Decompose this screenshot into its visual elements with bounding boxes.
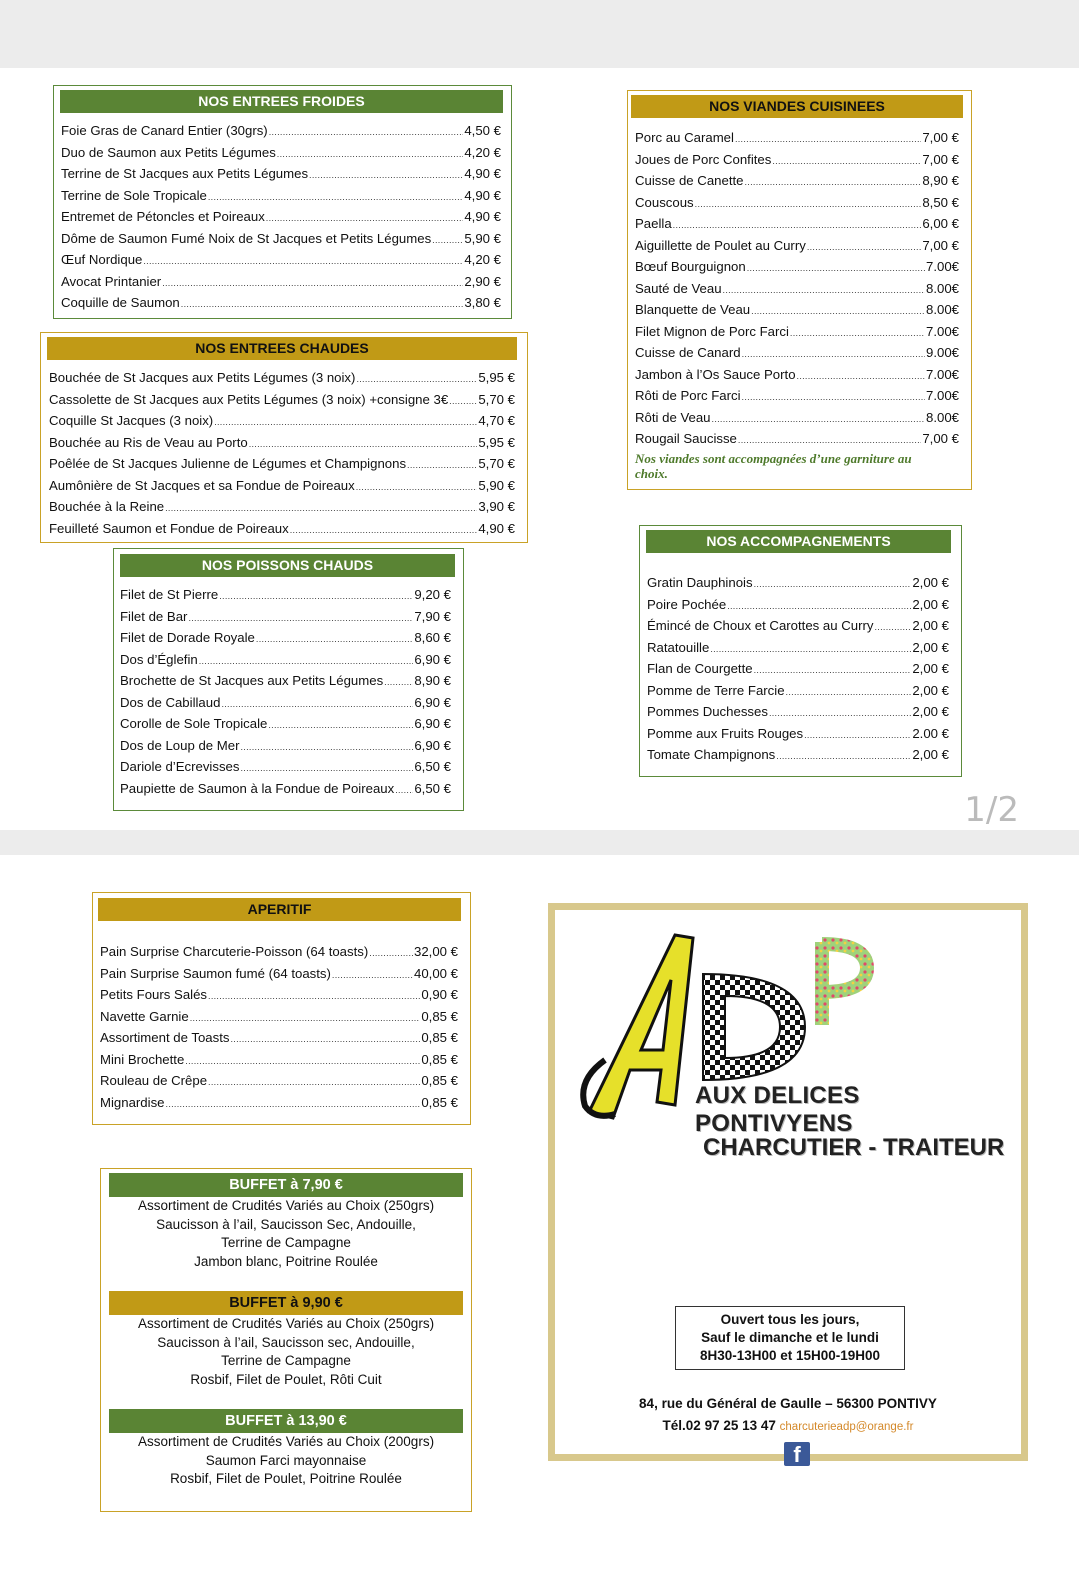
buffet-1-line: Terrine de Campagne	[221, 1235, 351, 1250]
dot-leader	[395, 781, 413, 796]
menu-item	[635, 302, 959, 324]
menu-item	[61, 209, 501, 231]
menu-item-price: 2,90 €	[464, 273, 501, 289]
dot-leader	[710, 640, 911, 655]
menu-item	[49, 392, 515, 414]
menu-item-price: 4,90 €	[464, 187, 501, 203]
menu-item-price: 2,00 €	[912, 661, 949, 676]
dot-leader	[266, 209, 464, 224]
menu-item	[120, 652, 451, 674]
menu-item	[635, 152, 959, 174]
buffet-1-line: Assortiment de Crudités Variés au Choix (250grs)	[137, 1198, 435, 1213]
menu-item-price: 2.00 €	[912, 725, 949, 741]
menu-page-2	[0, 855, 1079, 1587]
shop-subtitle: CHARCUTIER - TRAITEUR	[703, 1134, 1005, 1161]
menu-item	[61, 274, 501, 296]
menu-item	[49, 499, 515, 521]
menu-item	[100, 1073, 458, 1095]
menu-item-name: Mini Brochette	[100, 1051, 185, 1067]
menu-item-name: Œuf Nordique	[61, 252, 143, 267]
menu-item	[49, 521, 515, 543]
hours-line: Sauf le dimanche et le lundi	[701, 1330, 879, 1345]
dot-leader	[754, 575, 912, 590]
dot-leader	[875, 618, 912, 633]
poissons-chauds-list	[120, 587, 451, 802]
viandes-list	[635, 130, 959, 453]
menu-item-price: 7,00 €	[922, 151, 959, 167]
menu-item-price: 0,85 €	[421, 1094, 458, 1110]
buffets-section	[100, 1168, 472, 1512]
menu-item-name: Dos de Loup de Mer	[120, 737, 240, 753]
facebook-icon[interactable]: f	[784, 1442, 810, 1466]
menu-item-name: Petits Fours Salés	[100, 987, 208, 1002]
menu-item-price: 6,90 €	[414, 651, 451, 667]
menu-item-name: Paella	[635, 216, 672, 231]
entrees-froides-section	[53, 85, 512, 319]
menu-item-name: Cassolette de St Jacques aux Petits Légumes (3 noix) +consigne 3€	[49, 391, 449, 407]
dot-leader	[249, 435, 478, 450]
dot-leader	[208, 987, 420, 1002]
entrees-chaudes-section	[40, 332, 528, 543]
dot-leader	[256, 630, 413, 645]
menu-item	[120, 587, 451, 609]
entrees-chaudes-title: NOS ENTREES CHAUDES	[47, 337, 517, 360]
menu-item-name: Dariole d’Ecrevisses	[120, 759, 240, 774]
menu-item	[635, 173, 959, 195]
buffet-3-line: Rosbif, Filet de Poulet, Poitrine Roulée	[170, 1471, 402, 1486]
dot-leader	[790, 324, 925, 339]
menu-item-price: 4,70 €	[478, 413, 515, 428]
menu-item-name: Mignardise	[100, 1094, 165, 1110]
menu-item-name: Assortiment de Toasts	[100, 1030, 230, 1045]
dot-leader	[219, 587, 413, 602]
menu-item	[100, 944, 458, 966]
dot-leader	[143, 252, 463, 267]
dot-leader	[807, 238, 922, 253]
menu-item	[635, 367, 959, 389]
menu-item	[49, 370, 515, 392]
menu-item-name: Dos d’Églefin	[120, 651, 198, 667]
dot-leader	[747, 259, 925, 274]
dot-leader	[277, 145, 464, 160]
buffet-1-line: Saucisson à l’ail, Saucisson Sec, Andouille,	[156, 1216, 416, 1232]
menu-item-price: 7,00 €	[922, 237, 959, 253]
menu-item	[635, 259, 959, 281]
dot-leader	[723, 281, 925, 296]
menu-item-name: Ratatouille	[647, 639, 710, 655]
menu-item-price: 6,90 €	[414, 694, 451, 710]
menu-item	[49, 413, 515, 435]
menu-item-name: Tomate Champignons	[647, 747, 776, 762]
menu-item-name: Bœuf Bourguignon	[635, 259, 746, 274]
dot-leader	[754, 661, 912, 676]
menu-item	[635, 410, 959, 432]
menu-item	[100, 1009, 458, 1031]
menu-item	[647, 575, 949, 597]
menu-item-name: Émincé de Choux et Carottes au Curry	[647, 618, 874, 633]
menu-item-name: Dôme de Saumon Fumé Noix de St Jacques et Petits Légumes	[61, 230, 432, 246]
menu-item-name: Foie Gras de Canard Entier (30grs)	[61, 123, 268, 138]
menu-item-price: 8,50 €	[922, 194, 959, 210]
dot-leader	[738, 431, 921, 446]
menu-item-name: Avocat Printanier	[61, 273, 162, 289]
menu-item-name: Navette Garnie	[100, 1008, 189, 1024]
menu-item-name: Terrine de St Jacques aux Petits Légumes	[61, 166, 309, 181]
shop-contact	[555, 1418, 1021, 1433]
poissons-chauds-title: NOS POISSONS CHAUDS	[120, 554, 455, 577]
dot-leader	[199, 652, 414, 667]
menu-item-name: Couscous	[635, 194, 694, 210]
menu-item-name: Rôti de Veau	[635, 409, 711, 425]
menu-item-name: Duo de Saumon aux Petits Légumes	[61, 144, 276, 160]
menu-item-price: 8,90 €	[922, 173, 959, 188]
menu-item-name: Pommes Duchesses	[647, 704, 768, 719]
menu-item-name: Rôti de Porc Farci	[635, 388, 741, 403]
dot-leader	[449, 392, 477, 407]
menu-item-name: Poêlée de St Jacques Julienne de Légumes et Champignons	[49, 456, 407, 471]
menu-page-1	[0, 68, 1079, 830]
menu-item-price: 2,00 €	[912, 618, 949, 633]
menu-item-name: Bouchée à la Reine	[49, 499, 165, 514]
hours-line: 8H30-13H00 et 15H00-19H00	[699, 1348, 881, 1363]
menu-item	[635, 388, 959, 410]
dot-leader	[804, 726, 911, 741]
dot-leader	[369, 944, 413, 959]
menu-item-name: Brochette de St Jacques aux Petits Légumes	[120, 673, 384, 688]
menu-item-price: 5,90 €	[478, 477, 515, 493]
menu-item-price: 40,00 €	[414, 965, 458, 981]
menu-item-price: 0,90 €	[421, 987, 458, 1002]
menu-item-price: 8,60 €	[414, 630, 451, 645]
menu-item-price: 3,90 €	[478, 499, 515, 514]
menu-item	[647, 704, 949, 726]
menu-item-name: Coquille St Jacques (3 noix)	[49, 413, 214, 428]
buffet-2-line: Terrine de Campagne	[221, 1353, 351, 1368]
menu-item-name: Filet Mignon de Porc Farci	[635, 323, 789, 339]
menu-item-price: 4,90 €	[464, 209, 501, 224]
dot-leader	[356, 370, 477, 385]
shop-email[interactable]: charcuterieadp@orange.fr	[779, 1421, 914, 1433]
dot-leader	[309, 166, 463, 181]
menu-item-name: Poire Pochée	[647, 596, 727, 612]
menu-item	[647, 661, 949, 683]
entrees-froides-list	[61, 123, 501, 317]
menu-item-price: 4,90 €	[478, 520, 515, 536]
menu-item-name: Joues de Porc Confites	[635, 151, 772, 167]
buffet-2-line: Saucisson à l’ail, Saucisson sec, Andouille,	[157, 1334, 415, 1350]
menu-item	[635, 238, 959, 260]
accompagnements-section	[639, 525, 962, 777]
hours-line: Ouvert tous les jours,	[720, 1312, 860, 1327]
menu-item	[647, 747, 949, 769]
menu-item	[635, 431, 959, 453]
menu-item	[120, 695, 451, 717]
menu-item-name: Jambon à l’Os Sauce Porto	[635, 366, 796, 382]
menu-item-price: 4,90 €	[464, 166, 501, 181]
dot-leader	[742, 388, 925, 403]
dot-leader	[221, 695, 413, 710]
menu-item	[61, 252, 501, 274]
menu-item-price: 5,70 €	[478, 456, 515, 471]
menu-item	[61, 166, 501, 188]
page-number: 1/2	[964, 790, 1019, 830]
menu-item-name: Bouchée au Ris de Veau au Porto	[49, 434, 248, 450]
menu-item-price: 8.00€	[925, 302, 959, 317]
dot-leader	[188, 609, 413, 624]
dot-leader	[181, 295, 464, 310]
menu-item	[647, 726, 949, 748]
menu-item	[635, 345, 959, 367]
menu-item-name: Feuilleté Saumon et Fondue de Poireaux	[49, 520, 289, 536]
dot-leader	[240, 759, 413, 774]
dot-leader	[332, 966, 413, 981]
menu-item-name: Porc au Caramel	[635, 130, 734, 145]
menu-item-price: 7,00 €	[922, 130, 959, 145]
menu-item	[120, 781, 451, 803]
dot-leader	[269, 123, 464, 138]
menu-item-price: 0,85 €	[421, 1051, 458, 1067]
buffet-2-line: Assortiment de Crudités Variés au Choix (250grs)	[137, 1316, 435, 1331]
menu-item	[120, 738, 451, 760]
viandes-title: NOS VIANDES CUISINEES	[631, 95, 963, 118]
menu-item-name: Flan de Courgette	[647, 661, 753, 676]
menu-item-price: 2,00 €	[912, 704, 949, 719]
menu-item-name: Rougail Saucisse	[635, 431, 737, 446]
menu-item-price: 2,00 €	[912, 596, 949, 612]
dot-leader	[241, 738, 414, 753]
menu-item-price: 6,90 €	[414, 716, 451, 731]
menu-item-name: Cuisse de Canard	[635, 345, 741, 360]
dot-leader	[742, 345, 925, 360]
menu-item-price: 5,90 €	[464, 230, 501, 246]
menu-item-name: Corolle de Sole Tropicale	[120, 716, 268, 731]
dot-leader	[712, 410, 925, 425]
aperitif-section	[92, 892, 471, 1125]
buffet-3-line: Saumon Farci mayonnaise	[205, 1452, 367, 1468]
menu-item-name: Pain Surprise Charcuterie-Poisson (64 toasts)	[100, 944, 369, 959]
menu-item	[647, 683, 949, 705]
buffet-1	[109, 1173, 463, 1271]
menu-item	[120, 673, 451, 695]
menu-item-name: Pomme aux Fruits Rouges	[647, 725, 804, 741]
dot-leader	[735, 130, 921, 145]
dot-leader	[776, 747, 911, 762]
menu-item	[635, 324, 959, 346]
menu-item-price: 9.00€	[925, 345, 959, 360]
menu-item	[49, 435, 515, 457]
menu-item	[120, 609, 451, 631]
menu-item-price: 7.00€	[925, 259, 959, 274]
menu-item-name: Pomme de Terre Farcie	[647, 682, 785, 698]
menu-item-price: 7.00€	[925, 388, 959, 403]
menu-item-price: 2,00 €	[912, 639, 949, 655]
menu-item	[635, 130, 959, 152]
dot-leader	[727, 597, 911, 612]
menu-item-price: 32,00 €	[414, 944, 458, 959]
dot-leader	[214, 413, 477, 428]
menu-item-price: 2,00 €	[912, 682, 949, 698]
menu-item	[100, 987, 458, 1009]
menu-item	[100, 1052, 458, 1074]
menu-item	[647, 640, 949, 662]
buffet-3	[109, 1409, 463, 1489]
buffet-1-line: Jambon blanc, Poitrine Roulée	[194, 1253, 378, 1269]
menu-item-price: 8,90 €	[414, 673, 451, 688]
menu-item-price: 6,50 €	[414, 780, 451, 796]
dot-leader	[769, 704, 911, 719]
dot-leader	[407, 456, 477, 471]
buffet-1-title: BUFFET à 7,90 €	[109, 1173, 463, 1197]
viandes-section	[627, 90, 972, 490]
menu-item	[120, 630, 451, 652]
menu-item-name: Filet de Bar	[120, 608, 188, 624]
dot-leader	[384, 673, 413, 688]
menu-item	[61, 188, 501, 210]
viandes-note: Nos viandes sont accompagnées d’une garniture au choix.	[635, 451, 912, 481]
accompagnements-title: NOS ACCOMPAGNEMENTS	[646, 530, 951, 553]
dot-leader	[231, 1030, 421, 1045]
menu-item-price: 0,85 €	[421, 1008, 458, 1024]
menu-item	[61, 145, 501, 167]
menu-item-price: 5,95 €	[478, 370, 515, 385]
menu-item	[61, 295, 501, 317]
menu-item	[100, 966, 458, 988]
menu-item	[635, 195, 959, 217]
menu-item-price: 6,50 €	[414, 759, 451, 774]
menu-item	[49, 478, 515, 500]
dot-leader	[162, 274, 463, 289]
entrees-froides-title: NOS ENTREES FROIDES	[60, 90, 503, 113]
menu-item-name: Cuisse de Canette	[635, 173, 744, 188]
menu-item	[120, 759, 451, 781]
menu-item	[647, 618, 949, 640]
menu-item-price: 7.00€	[925, 323, 959, 339]
menu-item-name: Aiguillette de Poulet au Curry	[635, 237, 806, 253]
menu-item-price: 5,95 €	[478, 434, 515, 450]
menu-item-name: Dos de Cabillaud	[120, 694, 221, 710]
buffet-3-line: Assortiment de Crudités Variés au Choix (200grs)	[137, 1434, 435, 1449]
dot-leader	[290, 521, 478, 536]
menu-item-name: Filet de St Pierre	[120, 587, 219, 602]
buffet-2-title: BUFFET à 9,90 €	[109, 1291, 463, 1315]
menu-item-price: 8.00€	[925, 280, 959, 296]
dot-leader	[673, 216, 922, 231]
menu-item-price: 0,85 €	[421, 1030, 458, 1045]
menu-item-name: Rouleau de Crêpe	[100, 1073, 208, 1088]
menu-item-price: 4,20 €	[464, 144, 501, 160]
menu-item-name: Coquille de Saumon	[61, 295, 180, 310]
menu-item-price: 6,00 €	[922, 216, 959, 231]
dot-leader	[786, 683, 912, 698]
menu-item-name: Aumônière de St Jacques et sa Fondue de Poireaux	[49, 477, 355, 493]
menu-item-price: 6,90 €	[414, 737, 451, 753]
menu-item-price: 2,00 €	[912, 747, 949, 762]
dot-leader	[751, 302, 925, 317]
menu-item-price: 7,90 €	[414, 608, 451, 624]
dot-leader	[268, 716, 413, 731]
menu-item-price: 7.00€	[925, 366, 959, 382]
shop-address: 84, rue du Général de Gaulle – 56300 PONTIVY	[639, 1396, 937, 1411]
menu-item-name: Pain Surprise Saumon fumé (64 toasts)	[100, 965, 331, 981]
menu-item-name: Blanquette de Veau	[635, 302, 751, 317]
menu-item-price: 8.00€	[925, 409, 959, 425]
shop-phone: Tél.02 97 25 13 47	[662, 1418, 776, 1433]
buffet-3-title: BUFFET à 13,90 €	[109, 1409, 463, 1433]
dot-leader	[772, 152, 921, 167]
menu-item	[635, 216, 959, 238]
dot-leader	[190, 1009, 421, 1024]
opening-hours	[675, 1306, 905, 1370]
dot-leader	[185, 1052, 420, 1067]
menu-item	[61, 123, 501, 145]
dot-leader	[356, 478, 478, 493]
menu-item	[635, 281, 959, 303]
menu-item-name: Bouchée de St Jacques aux Petits Légumes (3 noix)	[49, 370, 356, 385]
menu-item	[647, 597, 949, 619]
menu-item-price: 0,85 €	[421, 1073, 458, 1088]
menu-item-price: 7,00 €	[922, 431, 959, 446]
shop-name: AUX DELICES PONTIVYENS	[695, 1082, 860, 1137]
menu-item	[100, 1095, 458, 1117]
menu-item-name: Terrine de Sole Tropicale	[61, 187, 207, 203]
poissons-chauds-section	[113, 548, 464, 811]
menu-item-price: 9,20 €	[414, 587, 451, 602]
menu-item-name: Sauté de Veau	[635, 280, 722, 296]
menu-item-name: Filet de Dorade Royale	[120, 630, 255, 645]
aperitif-list	[100, 944, 458, 1116]
menu-item	[49, 456, 515, 478]
menu-item-name: Entremet de Pétoncles et Poireaux	[61, 209, 265, 224]
shop-info-panel	[548, 903, 1028, 1467]
dot-leader	[432, 231, 463, 246]
menu-item-price: 5,70 €	[478, 391, 515, 407]
dot-leader	[166, 1095, 421, 1110]
menu-item-price: 3,80 €	[464, 295, 501, 310]
menu-item	[120, 716, 451, 738]
menu-item-name: Paupiette de Saumon à la Fondue de Poireaux	[120, 780, 395, 796]
menu-item	[100, 1030, 458, 1052]
menu-item	[61, 231, 501, 253]
menu-item-price: 2,00 €	[912, 575, 949, 590]
aperitif-title: APERITIF	[98, 898, 461, 921]
entrees-chaudes-list	[49, 370, 515, 542]
dot-leader	[208, 1073, 420, 1088]
dot-leader	[797, 367, 925, 382]
dot-leader	[208, 188, 463, 203]
menu-item-price: 4,20 €	[464, 252, 501, 267]
dot-leader	[695, 195, 922, 210]
buffet-2-line: Rosbif, Filet de Poulet, Rôti Cuit	[190, 1371, 382, 1387]
menu-item-price: 4,50 €	[464, 123, 501, 138]
menu-item-name: Gratin Dauphinois	[647, 575, 753, 590]
dot-leader	[165, 499, 477, 514]
accompagnements-list	[647, 575, 949, 769]
buffet-2	[109, 1291, 463, 1389]
dot-leader	[745, 173, 922, 188]
